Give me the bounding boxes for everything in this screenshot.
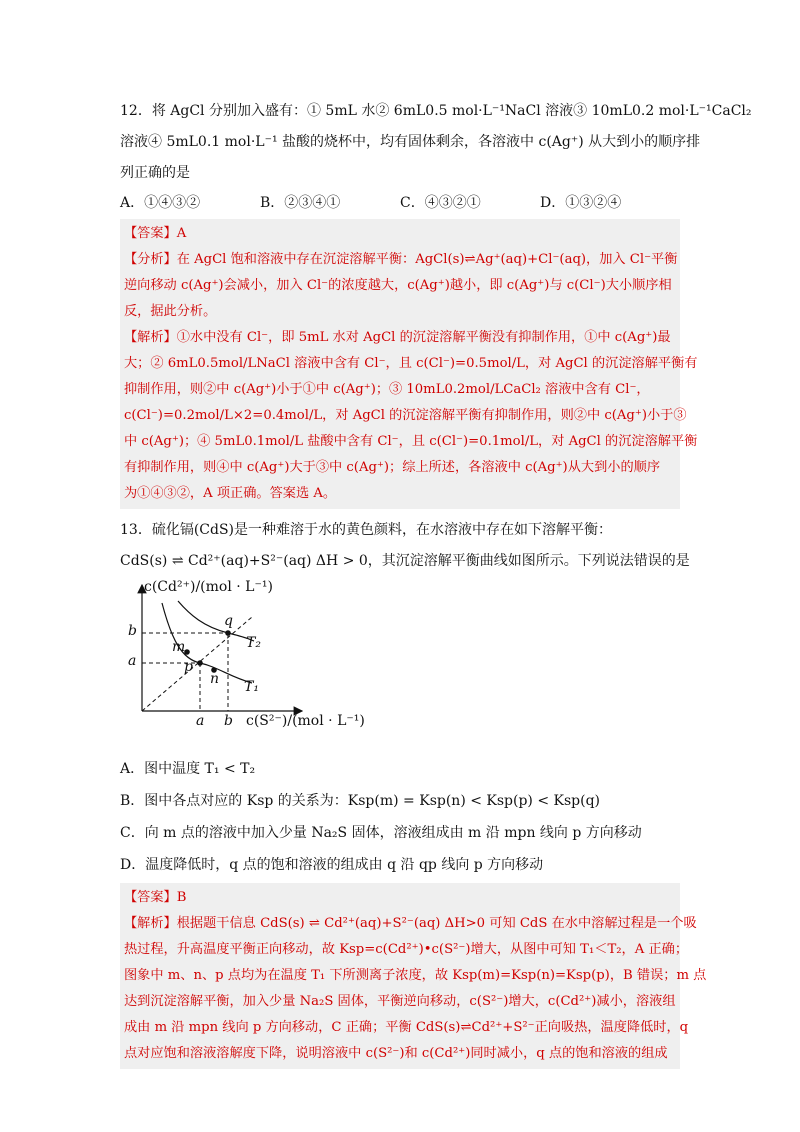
tick-b-y: b	[128, 623, 137, 639]
label-q: q	[224, 613, 233, 629]
label-n: n	[210, 671, 220, 687]
question-12-stem-line: 列正确的是	[120, 165, 190, 181]
y-axis-label: c(Cd²⁺)/(mol · L⁻¹)	[144, 579, 273, 595]
point-q	[225, 630, 231, 636]
explanation-line: 点对应饱和溶液溶解度下降，说明溶液中 c(S²⁻)和 c(Cd²⁺)同时减小，q 点的饱和溶液的组成	[124, 1046, 668, 1061]
explanation-line: 有抑制作用，则④中 c(Ag⁺)大于③中 c(Ag⁺)；综上所述，各溶液中 c(Ag⁺)从大到小的顺序	[124, 460, 661, 475]
tick-a-x: a	[196, 713, 205, 729]
question-12-stem-line: 溶液④ 5mL0.1 mol·L⁻¹ 盐酸的烧杯中，均有固体剩余，各溶液中 c(Ag⁺) 从大到小的顺序排	[120, 134, 701, 150]
option-a: A．①④③②	[120, 195, 201, 211]
question-13-stem-line: 13．硫化镉(CdS)是一种难溶于水的黄色颜料，在水溶液中存在如下溶解平衡：	[120, 522, 613, 538]
question-13-stem-line: CdS(s) ⇌ Cd²⁺(aq)+S²⁻(aq) ΔH > 0，其沉淀溶解平衡曲线如图所示。下列说法错误的是	[120, 553, 690, 569]
q13-option-c: C．向 m 点的溶液中加入少量 Na₂S 固体，溶液组成由 m 沿 mpn 线向 p 方向移动	[120, 825, 642, 841]
option-d: D．①③②④	[540, 195, 622, 211]
label-p: p	[184, 659, 193, 675]
analysis-line: 逆向移动 c(Ag⁺)会减小，加入 Cl⁻的浓度越大，c(Ag⁺)越小，即 c(Ag⁺)与 c(Cl⁻)大小顺序相	[124, 278, 672, 293]
q13-option-a: A．图中温度 T₁ < T₂	[120, 761, 256, 777]
analysis-line: 【分析】在 AgCl 饱和溶液中存在沉淀溶解平衡：AgCl(s)⇌Ag⁺(aq)+Cl⁻(aq)，加入 Cl⁻平衡	[124, 252, 678, 267]
tick-b-x: b	[224, 713, 233, 729]
question-12-stem-line: 12．将 AgCl 分别加入盛有：① 5mL 水② 6mL0.5 mol·L⁻¹NaCl 溶液③ 10mL0.2 mol·L⁻¹CaCl₂	[120, 103, 752, 119]
explanation-line: 大；② 6mL0.5mol/LNaCl 溶液中含有 Cl⁻，且 c(Cl⁻)=0.5mol/L，对 AgCl 的沉淀溶解平衡有	[124, 356, 698, 371]
explanation-line: 【解析】①水中没有 Cl⁻，即 5mL 水对 AgCl 的沉淀溶解平衡没有抑制作用，①中 c(Ag⁺)最	[124, 330, 671, 345]
option-b: B．②③④①	[260, 195, 341, 211]
explanation-line: 中 c(Ag⁺)；④ 5mL0.1mol/L 盐酸中含有 Cl⁻，且 c(Cl⁻)=0.1mol/L，对 AgCl 的沉淀溶解平衡	[124, 434, 698, 449]
explanation-line: 【解析】根据题干信息 CdS(s) ⇌ Cd²⁺(aq)+S²⁻(aq) ΔH>0 可知 CdS 在水中溶解过程是一个吸	[124, 916, 697, 931]
explanation-line: 图象中 m、n、p 点均为在温度 T₁ 下所测离子浓度，故 Ksp(m)=Ksp(n)=Ksp(p)，B 错误；m 点	[124, 968, 707, 983]
solubility-equilibrium-diagram	[120, 579, 365, 753]
explanation-line: 达到沉淀溶解平衡，加入少量 Na₂S 固体，平衡逆向移动，c(S²⁻)增大，c(Cd²⁺)减小，溶液组	[124, 994, 676, 1009]
explanation-line: 抑制作用，则②中 c(Ag⁺)小于①中 c(Ag⁺)；③ 10mL0.2mol/LCaCl₂ 溶液中含有 Cl⁻，	[124, 382, 650, 397]
question-12	[120, 96, 752, 509]
question-13-answer-block	[120, 883, 707, 1069]
option-c: C．④③②①	[400, 195, 481, 211]
tick-a-y: a	[128, 653, 137, 669]
point-p	[197, 660, 203, 666]
answer-label: 【答案】B	[124, 890, 187, 905]
question-12-options	[120, 189, 680, 217]
label-t1: T₁	[244, 679, 259, 695]
q13-option-d: D．温度降低时，q 点的饱和溶液的组成由 q 沿 qp 线向 p 方向移动	[120, 857, 544, 873]
explanation-line: 为①④③②，A 项正确。答案选 A。	[124, 486, 337, 501]
answer-label: 【答案】A	[124, 226, 187, 241]
explanation-line: 热过程，升高温度平衡正向移动，故 Ksp=c(Cd²⁺)•c(S²⁻)增大，从图中可知 T₁＜T₂，A 正确；	[124, 942, 689, 957]
question-13	[120, 515, 707, 1069]
document-page	[120, 96, 752, 1075]
question-12-answer-block	[120, 219, 698, 509]
explanation-line: c(Cl⁻)=0.2mol/L×2=0.4mol/L，对 AgCl 的沉淀溶解平衡有抑制作用，则②中 c(Ag⁺)小于③	[124, 408, 687, 423]
label-m: m	[172, 639, 186, 655]
q13-option-b: B．图中各点对应的 Ksp 的关系为：Ksp(m) = Ksp(n) < Ksp(p) < Ksp(q)	[120, 793, 601, 809]
label-t2: T₂	[246, 635, 261, 651]
x-axis-label: c(S²⁻)/(mol · L⁻¹)	[246, 713, 365, 729]
curve-t2	[178, 601, 254, 641]
explanation-line: 成由 m 沿 mpn 线向 p 方向移动，C 正确；平衡 CdS(s)⇌Cd²⁺+S²⁻正向吸热，温度降低时，q	[124, 1020, 689, 1035]
analysis-line: 反，据此分析。	[124, 304, 217, 319]
diagonal-dashed-line	[142, 617, 252, 711]
